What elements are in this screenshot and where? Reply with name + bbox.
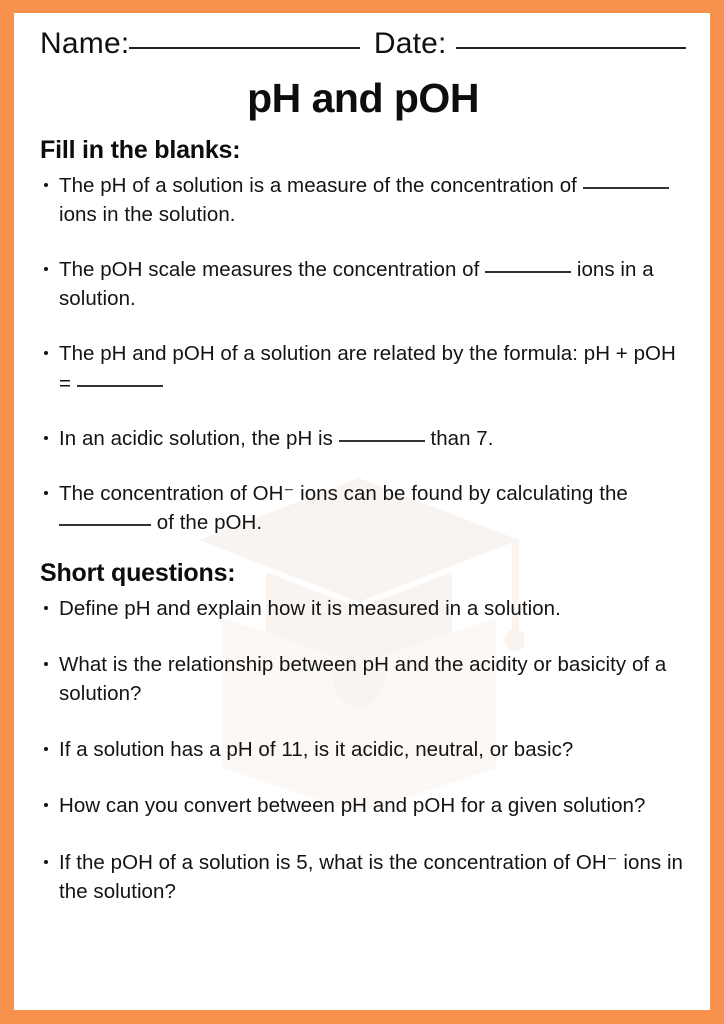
answer-blank[interactable]	[59, 524, 151, 526]
name-date-row	[40, 13, 686, 61]
question-text: The pH of a solution is a measure of the concentration of	[59, 174, 583, 198]
list-item	[40, 339, 686, 397]
question-text: The pH and pOH of a solution are related by the formula: pH + pOH =	[59, 342, 676, 395]
page-title: pH and pOH	[247, 75, 479, 121]
list-item	[40, 424, 686, 453]
short-questions-list	[40, 594, 686, 906]
question-text: If a solution has a pH of 11, is it acidic, neutral, or basic?	[59, 738, 574, 762]
list-item	[40, 791, 686, 820]
question-text: In an acidic solution, the pH is	[59, 426, 339, 450]
list-item	[40, 594, 686, 623]
answer-blank[interactable]	[583, 187, 669, 189]
answer-blank[interactable]	[485, 271, 571, 273]
section-heading-fill-in-the-blanks: Fill in the blanks:	[40, 136, 241, 165]
question-text: Define pH and explain how it is measured in a solution.	[59, 597, 561, 621]
question-text-tail: ions in the solution.	[59, 203, 236, 227]
date-label: Date:	[373, 27, 447, 60]
worksheet-content	[14, 13, 710, 1010]
page-surface	[14, 13, 710, 1010]
question-text-tail: ions in a solution.	[59, 258, 654, 311]
fill-in-the-blanks-list	[40, 171, 686, 537]
date-input-line[interactable]	[456, 47, 686, 49]
question-text: The pOH scale measures the concentration of	[59, 258, 486, 282]
question-text-tail: of the pOH.	[151, 510, 263, 534]
question-text: The concentration of OH⁻ ions can be found by calculating the	[59, 481, 628, 505]
list-item	[40, 255, 686, 313]
question-text: How can you convert between pH and pOH for a given solution?	[59, 794, 646, 818]
name-input-line[interactable]	[129, 47, 359, 49]
list-item	[40, 171, 686, 229]
answer-blank[interactable]	[77, 385, 163, 387]
question-text: What is the relationship between pH and the acidity or basicity of a solution?	[59, 653, 667, 706]
list-item	[40, 735, 686, 764]
name-label: Name:	[40, 27, 130, 60]
question-text: If the pOH of a solution is 5, what is the concentration of OH⁻ ions in the solution?	[59, 850, 683, 903]
answer-blank[interactable]	[339, 440, 425, 442]
list-item	[40, 650, 686, 708]
question-text-tail: than 7.	[424, 426, 494, 450]
list-item	[40, 479, 686, 537]
section-heading-short-questions: Short questions:	[40, 559, 236, 588]
list-item	[40, 848, 686, 906]
